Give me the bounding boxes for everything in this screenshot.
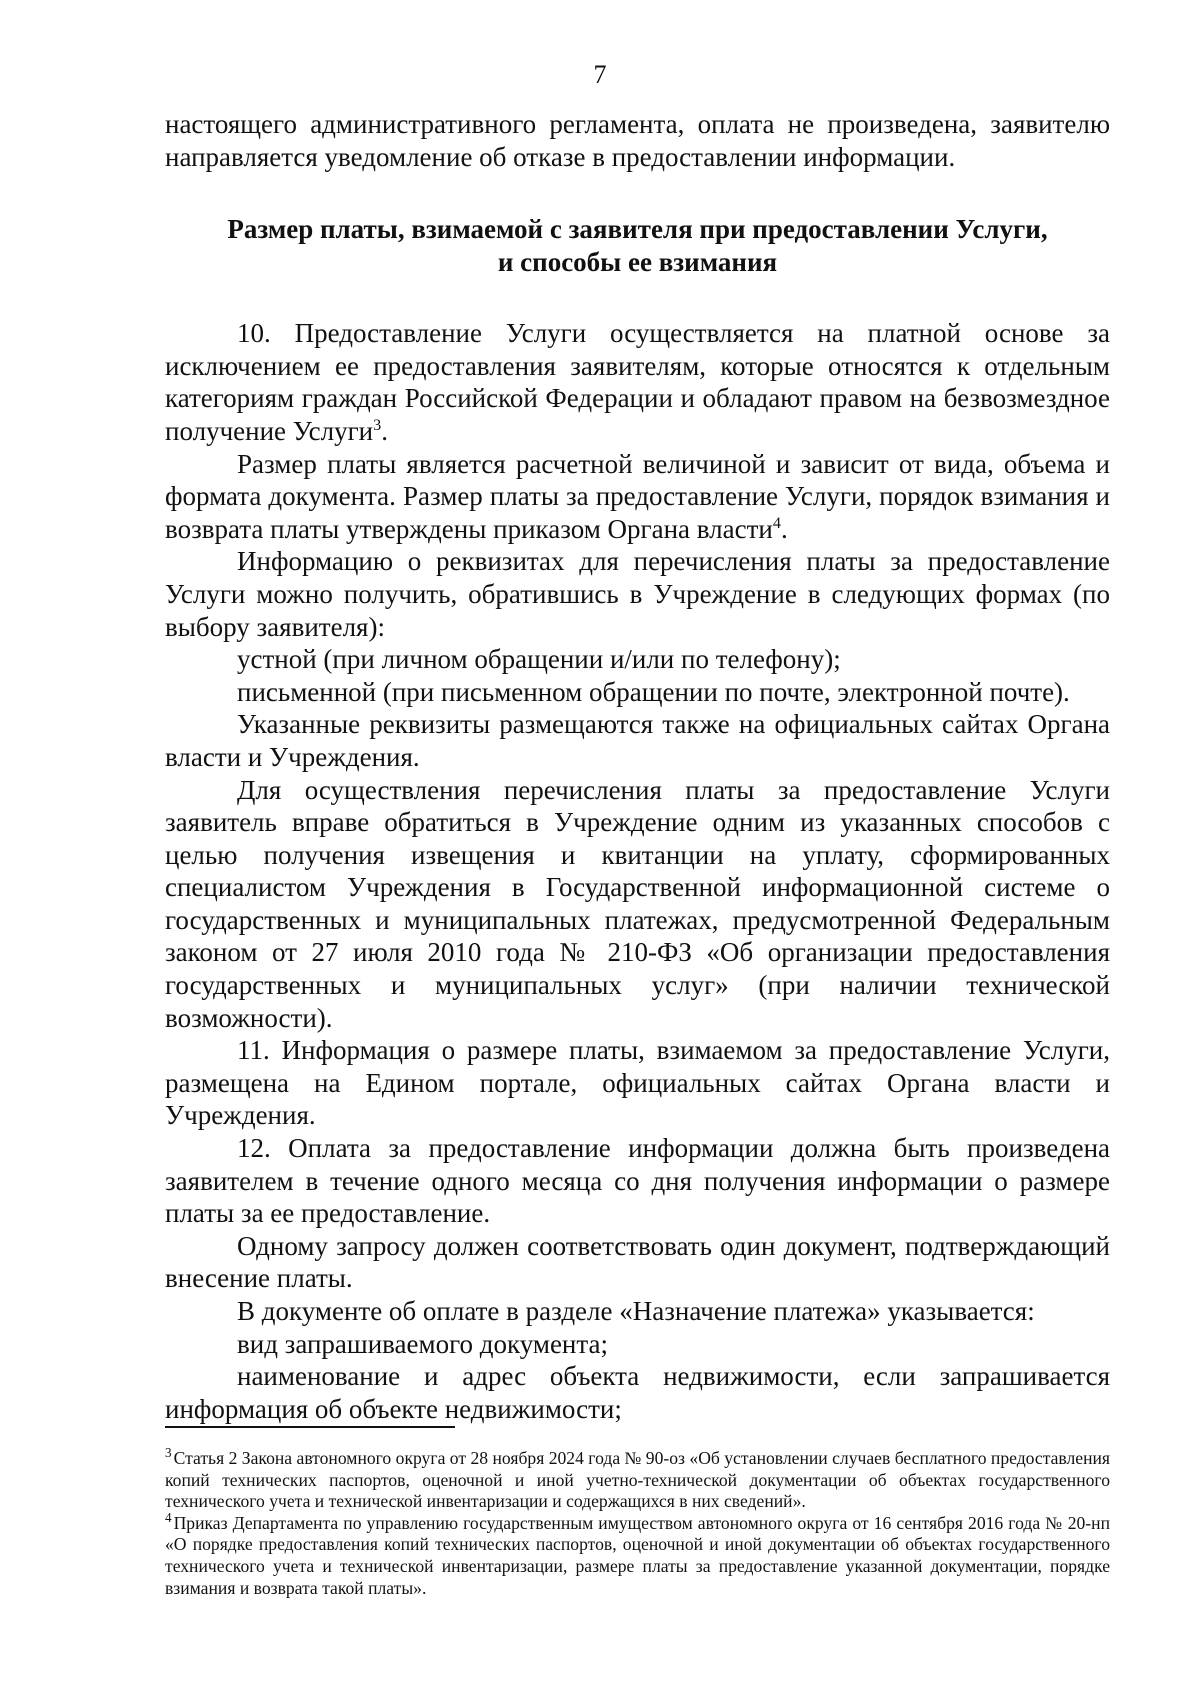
paragraph-fee: Размер платы является расчетной величиной и зависит от вида, объема и формата документа. Размер платы за предоставление Услуги, порядок взимания и возврата платы утверждены приказом Органа власти$^4$.	[165, 448, 1110, 544]
paragraph-transfer: Для осуществления перечисления платы за предоставление Услуги заявитель вправе обратиться в Учреждение одним из указанных способов с целью получения извещения и квитанции на уплату, сформированных специалистом Учреждения в Государственной информационной системе о государственных и муниципальных платежах, предусмотренной Федеральным законом от 27 июля 2010 года № 210-ФЗ «Об организации предоставления государственных и муниципальных услуг» (при наличии технической возможности).	[165, 774, 1110, 1033]
footnote-text: Приказ Департамента по управлению государственным имуществом автономного округа от 16 сентября 2016 года № 20-нп «О порядке предоставления копий технических паспортов, оценочной и иной документации об объектах государственного технического учета и технической инвентаризации, размере платы за предоставление указанной документации, порядке взимания и возврата такой платы».	[165, 1512, 1110, 1598]
list-item-oral: устной (при личном обращении и/или по телефону);	[237, 644, 841, 675]
footnote-4	[165, 1509, 1110, 1599]
footnotes	[165, 1445, 1110, 1599]
paragraph-published: Указанные реквизиты размещаются также на официальных сайтах Органа власти и Учреждения.	[165, 709, 1110, 772]
section-heading	[165, 213, 1110, 279]
heading-line-2: и способы ее взимания	[497, 247, 778, 278]
document-body	[165, 108, 1110, 1425]
footnote-text: Статья 2 Закона автономного округа от 28 ноября 2024 года № 90-оз «Об установлении случаев бесплатного предоставления копий технических паспортов, оценочной и иной учетно-технической документации об объектах государственного технического учета и технической инвентаризации и содержащихся в них сведений».	[165, 1448, 1110, 1512]
paragraph-11: 11. Информация о размере платы, взимаемом за предоставление Услуги, размещена на Едином портале, официальных сайтах Органа власти и Учреждения.	[165, 1035, 1110, 1131]
footnote-divider	[165, 1426, 455, 1428]
list-item-written: письменной (при письменном обращении по почте, электронной почте).	[237, 676, 1070, 707]
footnote-mark: 4	[165, 1509, 172, 1525]
intro-paragraph: настоящего административного регламента, оплата не произведена, заявителю направляется уведомление об отказе в предоставлении информации.	[165, 109, 1110, 172]
list-item-property: наименование и адрес объекта недвижимости, если запрашивается информация об объекте недвижимости;	[165, 1361, 1110, 1424]
paragraph-purpose: В документе об оплате в разделе «Назначение платежа» указывается:	[237, 1296, 1035, 1326]
heading-line-1: Размер платы, взимаемой с заявителя при предоставлении Услуги,	[227, 214, 1048, 245]
paragraph-12: 12. Оплата за предоставление информации должна быть произведена заявителем в течение одного месяца со дня получения информации о размере платы за ее предоставление.	[165, 1133, 1110, 1229]
paragraph-requisites: Информацию о реквизитах для перечисления платы за предоставление Услуги можно получить, обратившись в Учреждение в следующих формах (по выбору заявителя):	[165, 546, 1110, 642]
list-item-doc-type: вид запрашиваемого документа;	[237, 1328, 608, 1359]
paragraph-10: 10. Предоставление Услуги осуществляется на платной основе за исключением ее предоставления заявителям, которые относятся к отдельным категориям граждан Российской Федерации и обладают правом на безвозмездное получение Услуги$^3$.	[165, 318, 1110, 446]
footnote-ref-3: 3	[373, 415, 382, 434]
footnote-ref-4: 4	[772, 513, 781, 532]
footnote-mark: 3	[165, 1445, 172, 1461]
page-number: 7	[593, 60, 607, 89]
paragraph-one-doc: Одному запросу должен соответствовать один документ, подтверждающий внесение платы.	[165, 1230, 1110, 1294]
footnote-3	[165, 1445, 1110, 1513]
